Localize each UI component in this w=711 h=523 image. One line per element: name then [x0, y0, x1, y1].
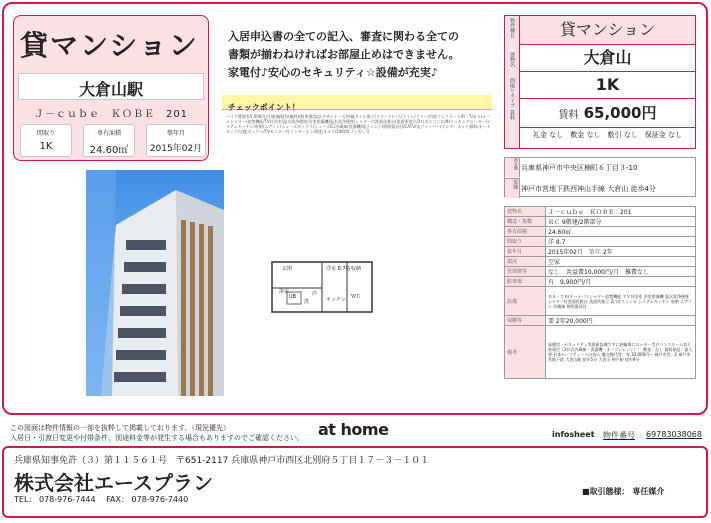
transaction-type: ■取引態様： 専任媒介	[582, 487, 665, 496]
row-value: 床暖房・セキュリティ等最新設備です♪ 駐輪場にロッカー受けランクルーム有り 家電付（2口式冷蔵庫・洗濯機・オーブンレンジ）！ 敷金：なし 賃料保証：加入要 日本セーフティーへの加入 鍵交換代等：有 33,000円～ 神戸市営：2 神戸市営地下鉄 大倉山駅 徒歩5分 大倉山 神戸駅 徒歩9分	[546, 326, 696, 379]
side-label: 物件種目	[509, 18, 515, 38]
notice-block	[228, 28, 496, 82]
plan-label: 冷	[312, 291, 318, 297]
row-value: Ｊ－ｃｕｂｅ ＫＯＢＥ 201	[546, 207, 696, 217]
summary-type: 貸マンション	[520, 16, 695, 45]
property-no-label: 物件番号	[603, 431, 635, 440]
table-row	[505, 207, 696, 217]
floorplan-drawing	[262, 240, 462, 330]
checkpoint-title	[222, 95, 492, 110]
age-value: 2年	[602, 249, 613, 256]
side-label: 建物名	[509, 52, 515, 67]
row-label: 間取り	[505, 237, 546, 247]
row-label: 保険等	[505, 316, 546, 326]
row-label: 現況	[505, 257, 546, 267]
contact-numbers: TEL： 078-976-7444 FAX： 078-976-7440	[14, 495, 189, 504]
stat-value: 2015年02月	[149, 144, 203, 154]
row-label: 備考	[505, 326, 546, 379]
stat-label: 専有面積	[96, 130, 121, 137]
checkpoint-text: バイク置場有5,000円/月/駐輪場有(無料)/駐車場/設計デザイナーズ/外観タイル張り/スマート/バス/トイレ/フリー/内装コンクリート/R・T/ガス/ルームシャワー/追焚機能/TV付浴室/温水洗浄便座/浴室乾燥機/温水洗浄便座/シャワー付洗面化粧台/洗面所独立/2口ガスコンロ/IHクッキングヒーター/システムキッチン/収納/エアコン/シューズボックス/シューズIC/冷蔵庫/洗濯機/電子レンジ/照明器具付/CATV/光ファイバー/インターネット無料/オートロック/宅配ボックス/TVモニター付インターホン/防犯カメラ/24時間ゴミ出し可	[226, 114, 491, 134]
built-value: 2015年02月	[548, 249, 583, 256]
transport-text: 神戸市営地下鉄西神山手線 大倉山 徒歩4分	[521, 185, 656, 193]
floor-plan	[262, 240, 462, 330]
table-row	[505, 277, 696, 287]
side-label: 間取りタイプ	[509, 78, 515, 108]
row-label: 建物名	[505, 207, 546, 217]
building-photo	[86, 170, 224, 396]
property-no: 69783038068	[646, 430, 702, 439]
summary-layout: 1K	[520, 72, 695, 99]
checkpoint-title-text: チェックポイント！	[228, 103, 300, 112]
company-name: 株式会社エースプラン	[14, 471, 213, 495]
row-value: ＢＳ・ＴＢ/オートバスシャワー追焚機能 ＴＶ付浴室 浴室乾燥機 温水洗浄便座 シャワー付洗面化粧台 洗面所独立 2口ガスコンロ システムキッチン 収納 エアコン 冷蔵庫 照明器具付	[546, 287, 696, 316]
summary-panel	[504, 15, 696, 149]
table-row	[505, 247, 696, 257]
building-name: Ｊ－ｃｕｂｅ ＫＯＢＥ 201	[33, 109, 189, 120]
row-label: 設備	[505, 287, 546, 316]
notice-line: 家電付♪安心のセキュリティ☆設備が充実♪	[228, 66, 438, 79]
transport-label: 交通	[505, 178, 520, 198]
table-row	[505, 267, 696, 277]
row-value: 洋 8.7	[546, 237, 696, 247]
table-row	[505, 227, 696, 237]
table-row	[505, 287, 696, 316]
stat-built	[146, 124, 206, 157]
plan-label: 洗	[304, 299, 310, 305]
table-row	[505, 237, 696, 247]
address-label: 所在地	[505, 158, 520, 177]
summary-fees: 礼金 なし 敷金 なし 敷引 なし 保証金 なし	[533, 131, 682, 139]
plan-label: キッチン	[326, 297, 346, 303]
stat-layout	[20, 124, 72, 157]
location-box	[504, 157, 696, 197]
address-text: 兵庫県神戸市中央区楠町６丁目３-10	[521, 164, 638, 172]
rent-value: 65,000円	[583, 104, 657, 122]
type-title: 貸マンション	[20, 29, 199, 62]
plan-label: 浴室	[279, 289, 290, 295]
stats-row	[20, 124, 210, 160]
table-row	[505, 326, 696, 379]
age-label: 築年	[588, 249, 601, 256]
stat-value: 24.60㎡	[89, 145, 129, 156]
stat-label: 築年月	[166, 130, 185, 137]
plan-label: ＷＣ	[351, 294, 362, 300]
disclaimer-2: 入居日・引渡日変更や付帯条件、別途料金等が発生する場合もありますのでご確認ください。	[10, 434, 304, 442]
summary-rent	[520, 99, 695, 128]
plan-label: 洋室 8.7帖	[326, 266, 351, 272]
row-label: 管理費等	[505, 267, 546, 277]
summary-station: 大倉山	[520, 45, 695, 72]
summary-side-labels	[505, 16, 520, 148]
table-row	[505, 217, 696, 227]
table-row	[505, 316, 696, 326]
row-value	[546, 247, 696, 257]
disclaimer-1: この図面は物件情報の一部を抜粋して掲載しております。（現況優先）	[10, 424, 230, 432]
row-label: 構造・規模	[505, 217, 546, 227]
row-label: 専有面積	[505, 227, 546, 237]
license-text: 兵庫県知事免許（３）第１１５６１号 〒651-2117 兵庫県神戸市西区北別府５丁目１７－３－１０１	[14, 456, 430, 466]
athome-logo: at home	[318, 420, 389, 439]
plan-label: UB	[289, 294, 297, 300]
station-name: 大倉山駅	[78, 80, 143, 99]
details-table	[504, 206, 696, 379]
row-value: 空家	[546, 257, 696, 267]
row-value: 有 9,900円/月	[546, 277, 696, 287]
plan-label: 収納	[351, 266, 362, 272]
building-illustration	[86, 170, 224, 396]
stat-area	[83, 124, 135, 157]
rent-label: 賃料	[558, 110, 579, 121]
row-value: なし 共益費10,000円/月 雑費なし	[546, 267, 696, 277]
row-value: 24.60㎡	[546, 227, 696, 237]
row-value: ＲＣ 9階建/2階部分	[546, 217, 696, 227]
stat-value: 1K	[39, 141, 53, 152]
notice-line: 書類が揃わねければお部屋止めはできません。	[228, 48, 460, 61]
stat-label: 間取り	[36, 130, 55, 137]
table-row	[505, 257, 696, 267]
plan-label: 玄関	[282, 266, 293, 272]
side-label: 賃料	[509, 110, 515, 120]
row-label: 駐車場	[505, 277, 546, 287]
row-value: 要 2年20,000円	[546, 316, 696, 326]
infosheet-label: infosheet	[552, 430, 595, 439]
row-label: 築年月	[505, 247, 546, 257]
notice-line: 入居申込書の全ての記入、審査に関わる全ての	[228, 30, 459, 43]
